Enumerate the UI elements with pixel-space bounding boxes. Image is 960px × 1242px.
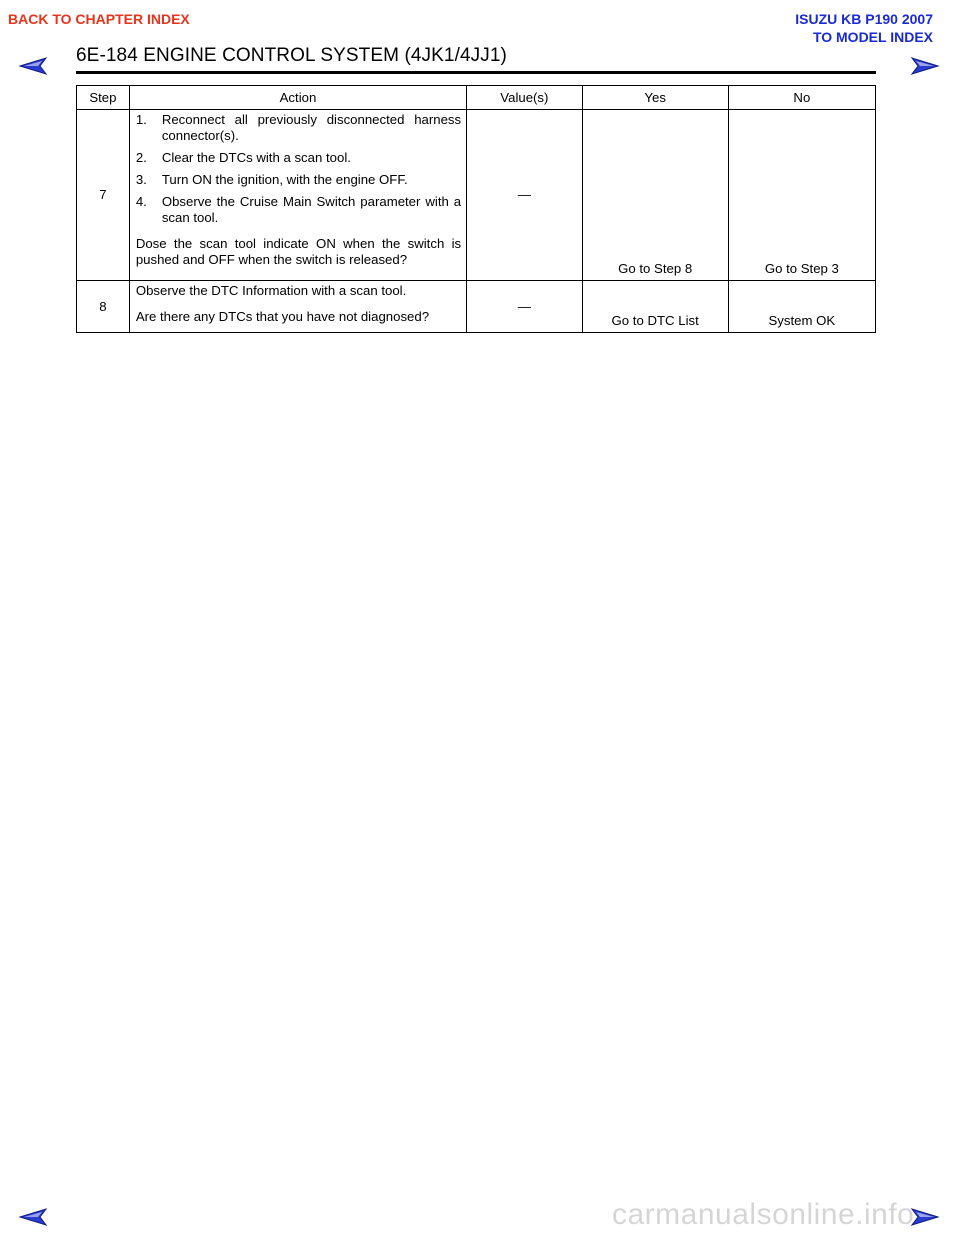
col-header-no: No [728, 86, 875, 110]
step-question: Dose the scan tool indicate ON when the switch is pushed and OFF when the switch is released? [135, 236, 462, 267]
back-to-chapter-index-link[interactable]: BACK TO CHAPTER INDEX [8, 11, 190, 27]
step-number: 7 [77, 110, 130, 281]
substep-number: 2. [135, 150, 147, 165]
value-cell: — [467, 110, 582, 281]
next-page-arrow-icon[interactable] [910, 1207, 940, 1227]
page-title: 6E-184 ENGINE CONTROL SYSTEM (4JK1/4JJ1) [76, 45, 507, 66]
action-cell [129, 110, 466, 281]
col-header-values: Value(s) [467, 86, 582, 110]
prev-page-arrow-icon[interactable] [18, 1207, 48, 1227]
col-header-action: Action [129, 86, 466, 110]
substep-number: 3. [135, 172, 147, 187]
substep-number: 4. [135, 194, 147, 209]
no-result-link[interactable]: Go to Step 3 [728, 110, 875, 281]
col-header-step: Step [77, 86, 130, 110]
yes-result-link[interactable]: Go to Step 8 [582, 110, 728, 281]
substep-item [136, 150, 461, 166]
diagnostic-table [76, 85, 876, 333]
table-header-row [77, 86, 876, 110]
substep-item [136, 194, 461, 226]
substep-list [136, 112, 461, 226]
col-header-yes: Yes [582, 86, 728, 110]
no-result-link: System OK [728, 281, 875, 333]
substep-text: Turn ON the ignition, with the engine OFF. [161, 172, 408, 187]
prev-page-arrow-icon[interactable] [18, 56, 48, 76]
yes-result-link[interactable]: Go to DTC List [582, 281, 728, 333]
step-instruction: Observe the DTC Information with a scan tool. [135, 283, 407, 298]
to-model-index-link[interactable]: TO MODEL INDEX [812, 29, 933, 45]
substep-text: Clear the DTCs with a scan tool. [161, 150, 351, 165]
title-rule [76, 71, 876, 74]
table-row-step-8 [77, 281, 876, 333]
watermark: carmanualsonline.info [612, 1198, 915, 1231]
value-cell: — [467, 281, 582, 333]
substep-number: 1. [135, 112, 147, 127]
substep-item [136, 172, 461, 188]
next-page-arrow-icon[interactable] [910, 56, 940, 76]
substep-text: Reconnect all previously disconnected harness connector(s). [161, 112, 462, 143]
action-cell [129, 281, 466, 333]
table-row-step-7 [77, 110, 876, 281]
step-number: 8 [77, 281, 130, 333]
step-question: Are there any DTCs that you have not diagnosed? [135, 309, 430, 324]
model-name-link[interactable]: ISUZU KB P190 2007 [795, 11, 933, 27]
substep-text: Observe the Cruise Main Switch parameter with a scan tool. [161, 194, 462, 225]
substep-item [136, 112, 461, 144]
